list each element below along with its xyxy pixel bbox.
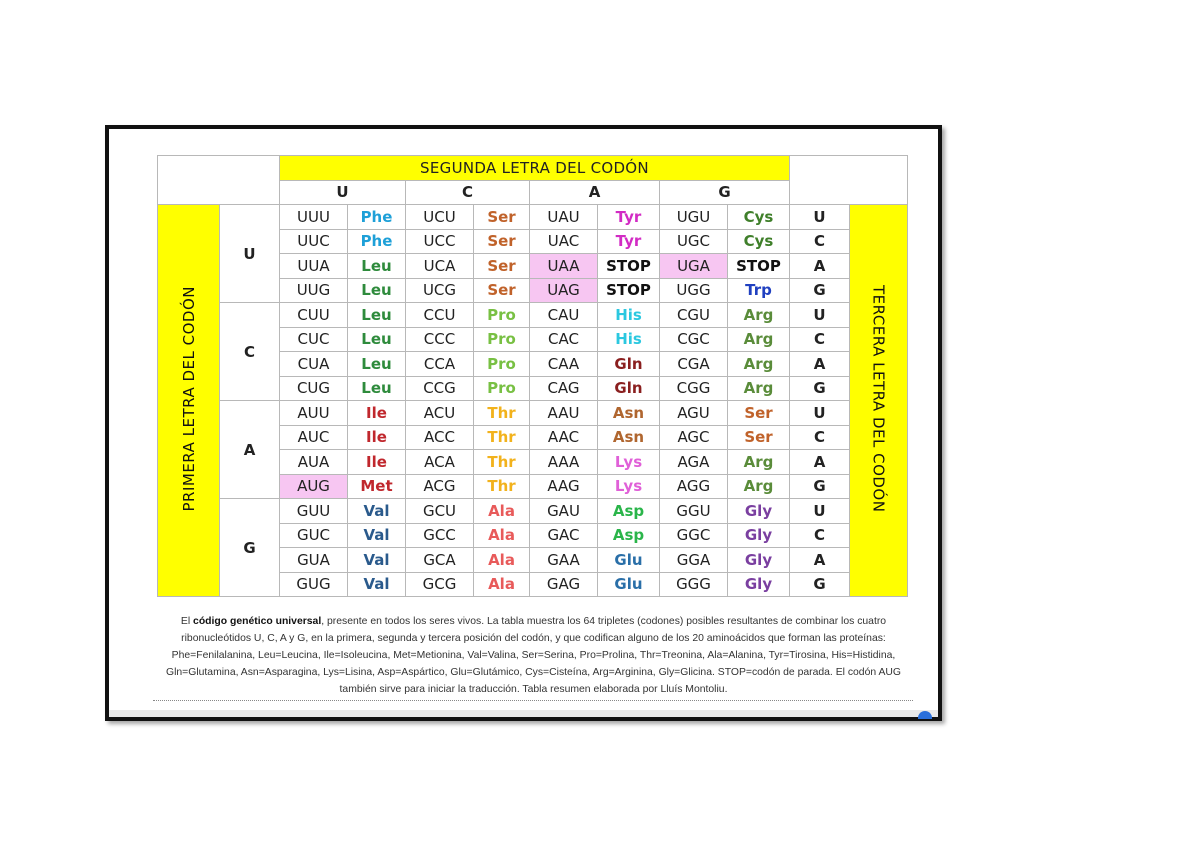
- first-letter-g: G: [220, 499, 280, 597]
- codon-cell: GCU: [406, 499, 474, 524]
- third-letter-u: U: [790, 499, 850, 524]
- first-letter-a: A: [220, 401, 280, 499]
- amino-acid-cell: Tyr: [598, 205, 660, 230]
- codon-cell: ACC: [406, 425, 474, 450]
- corner-cell: [158, 156, 280, 205]
- amino-acid-cell: Arg: [728, 474, 790, 499]
- codon-cell: AGC: [660, 425, 728, 450]
- amino-acid-cell: STOP: [728, 254, 790, 279]
- amino-acid-cell: STOP: [598, 254, 660, 279]
- amino-acid-cell: His: [598, 303, 660, 328]
- codon-cell: GUU: [280, 499, 348, 524]
- codon-cell: AUU: [280, 401, 348, 426]
- amino-acid-cell: Phe: [348, 205, 406, 230]
- codon-cell: UGC: [660, 229, 728, 254]
- codon-cell: UAC: [530, 229, 598, 254]
- amino-acid-cell: Lys: [598, 474, 660, 499]
- amino-acid-cell: Tyr: [598, 229, 660, 254]
- third-letter-g: G: [790, 376, 850, 401]
- codon-cell: AUA: [280, 450, 348, 475]
- amino-acid-cell: Ile: [348, 401, 406, 426]
- codon-cell: ACU: [406, 401, 474, 426]
- codon-cell: CGC: [660, 327, 728, 352]
- amino-acid-cell: STOP: [598, 278, 660, 303]
- codon-cell: UAG: [530, 278, 598, 303]
- codon-cell: UAA: [530, 254, 598, 279]
- third-letter-title-text: TERCERA LETRA DEL CODÓN: [869, 284, 888, 513]
- amino-acid-cell: Asn: [598, 401, 660, 426]
- codon-cell: GAU: [530, 499, 598, 524]
- codon-cell: CAA: [530, 352, 598, 377]
- codon-cell: AUG: [280, 474, 348, 499]
- codon-cell: UCA: [406, 254, 474, 279]
- amino-acid-cell: Gly: [728, 572, 790, 597]
- amino-acid-cell: Cys: [728, 205, 790, 230]
- codon-cell: GAC: [530, 523, 598, 548]
- amino-acid-cell: Trp: [728, 278, 790, 303]
- amino-acid-cell: Arg: [728, 352, 790, 377]
- codon-cell: ACA: [406, 450, 474, 475]
- codon-cell: UUA: [280, 254, 348, 279]
- codon-cell: CCG: [406, 376, 474, 401]
- codon-cell: CUU: [280, 303, 348, 328]
- codon-cell: GUG: [280, 572, 348, 597]
- third-letter-c: C: [790, 327, 850, 352]
- codon-cell: UGG: [660, 278, 728, 303]
- codon-cell: ACG: [406, 474, 474, 499]
- codon-cell: UUC: [280, 229, 348, 254]
- codon-cell: GGA: [660, 548, 728, 573]
- amino-acid-cell: Val: [348, 523, 406, 548]
- third-letter-title: [850, 205, 908, 597]
- amino-acid-cell: Thr: [474, 474, 530, 499]
- genetic-code-table: [157, 155, 908, 597]
- second-letter-a: A: [530, 180, 660, 205]
- amino-acid-cell: Pro: [474, 303, 530, 328]
- codon-cell: CGG: [660, 376, 728, 401]
- amino-acid-cell: Lys: [598, 450, 660, 475]
- third-letter-c: C: [790, 229, 850, 254]
- codon-cell: AGA: [660, 450, 728, 475]
- amino-acid-cell: Val: [348, 548, 406, 573]
- third-letter-c: C: [790, 425, 850, 450]
- corner-cell-right: [790, 156, 908, 205]
- codon-cell: UGU: [660, 205, 728, 230]
- amino-acid-cell: Ser: [474, 278, 530, 303]
- first-letter-c: C: [220, 303, 280, 401]
- codon-cell: GGU: [660, 499, 728, 524]
- amino-acid-cell: Arg: [728, 327, 790, 352]
- amino-acid-cell: Ser: [728, 401, 790, 426]
- amino-acid-cell: Val: [348, 499, 406, 524]
- amino-acid-cell: Arg: [728, 450, 790, 475]
- codon-cell: UCC: [406, 229, 474, 254]
- amino-acid-cell: Gly: [728, 499, 790, 524]
- amino-acid-cell: Pro: [474, 327, 530, 352]
- caption-bold: código genético universal: [193, 616, 322, 627]
- third-letter-a: A: [790, 548, 850, 573]
- third-letter-a: A: [790, 450, 850, 475]
- codon-cell: CCA: [406, 352, 474, 377]
- codon-cell: GCA: [406, 548, 474, 573]
- codon-cell: CUC: [280, 327, 348, 352]
- scroll-indicator-icon: [918, 711, 932, 719]
- amino-acid-cell: Leu: [348, 352, 406, 377]
- second-letter-title: SEGUNDA LETRA DEL CODÓN: [280, 156, 790, 181]
- second-letter-c: C: [406, 180, 530, 205]
- codon-cell: GGG: [660, 572, 728, 597]
- amino-acid-cell: Thr: [474, 450, 530, 475]
- amino-acid-cell: Ala: [474, 548, 530, 573]
- amino-acid-cell: Ala: [474, 523, 530, 548]
- third-letter-g: G: [790, 474, 850, 499]
- codon-cell: CCC: [406, 327, 474, 352]
- amino-acid-cell: Ile: [348, 425, 406, 450]
- amino-acid-cell: Ser: [728, 425, 790, 450]
- codon-cell: UUU: [280, 205, 348, 230]
- amino-acid-cell: Arg: [728, 303, 790, 328]
- third-letter-g: G: [790, 572, 850, 597]
- amino-acid-cell: Val: [348, 572, 406, 597]
- amino-acid-cell: Arg: [728, 376, 790, 401]
- amino-acid-cell: Ala: [474, 572, 530, 597]
- codon-cell: GAA: [530, 548, 598, 573]
- amino-acid-cell: Phe: [348, 229, 406, 254]
- codon-cell: UCU: [406, 205, 474, 230]
- first-letter-u: U: [220, 205, 280, 303]
- third-letter-u: U: [790, 205, 850, 230]
- amino-acid-cell: His: [598, 327, 660, 352]
- amino-acid-cell: Gln: [598, 376, 660, 401]
- codon-cell: UCG: [406, 278, 474, 303]
- amino-acid-cell: Cys: [728, 229, 790, 254]
- third-letter-c: C: [790, 523, 850, 548]
- bottom-strip: [109, 710, 938, 717]
- codon-cell: GGC: [660, 523, 728, 548]
- amino-acid-cell: Leu: [348, 327, 406, 352]
- caption-text: , presente en todos los seres vivos. La tabla muestra los 64 tripletes (codones) posibles resultantes de combinar los cuatro ribonucleótidos U, C, A y G, en la primera, segunda y tercera posición del codón, y que codifican alguno de los 20 aminoácidos que forman las proteínas: Phe=Fenilalanina, Leu=Leucina, Ile=Isoleucina, Met=Metionina, Val=Valina, Ser=Serina, Pro=Prolina, Thr=Treonina, Ala=Alanina, Tyr=Tirosina, His=Histidina, Gln=Glutamina, Asn=Asparagina, Lys=Lisina, Asp=Aspártico, Glu=Glutámico, Cys=Cisteína, Arg=Arginina, Gly=Glicina. STOP=codón de parada. El codón AUG también sirve para iniciar la traducción. Tabla resumen elaborada por Lluís Montoliu.: [166, 616, 901, 695]
- codon-cell: CAU: [530, 303, 598, 328]
- amino-acid-cell: Gly: [728, 523, 790, 548]
- codon-cell: CAG: [530, 376, 598, 401]
- table-caption: [155, 613, 912, 698]
- codon-cell: UUG: [280, 278, 348, 303]
- first-letter-title: [158, 205, 220, 597]
- codon-cell: AAA: [530, 450, 598, 475]
- amino-acid-cell: Leu: [348, 254, 406, 279]
- third-letter-a: A: [790, 254, 850, 279]
- codon-cell: AAU: [530, 401, 598, 426]
- amino-acid-cell: Pro: [474, 376, 530, 401]
- codon-cell: AGU: [660, 401, 728, 426]
- codon-cell: CGU: [660, 303, 728, 328]
- amino-acid-cell: Asp: [598, 499, 660, 524]
- amino-acid-cell: Ser: [474, 254, 530, 279]
- third-letter-a: A: [790, 352, 850, 377]
- codon-cell: AAC: [530, 425, 598, 450]
- amino-acid-cell: Gly: [728, 548, 790, 573]
- codon-cell: GCG: [406, 572, 474, 597]
- divider: [153, 700, 913, 701]
- codon-cell: UAU: [530, 205, 598, 230]
- third-letter-u: U: [790, 303, 850, 328]
- codon-cell: CAC: [530, 327, 598, 352]
- codon-cell: CUA: [280, 352, 348, 377]
- amino-acid-cell: Met: [348, 474, 406, 499]
- second-letter-g: G: [660, 180, 790, 205]
- amino-acid-cell: Ala: [474, 499, 530, 524]
- amino-acid-cell: Ile: [348, 450, 406, 475]
- document-frame: [105, 125, 942, 721]
- amino-acid-cell: Asn: [598, 425, 660, 450]
- second-letter-u: U: [280, 180, 406, 205]
- codon-cell: CUG: [280, 376, 348, 401]
- amino-acid-cell: Pro: [474, 352, 530, 377]
- amino-acid-cell: Thr: [474, 401, 530, 426]
- amino-acid-cell: Ser: [474, 229, 530, 254]
- amino-acid-cell: Glu: [598, 572, 660, 597]
- codon-cell: AUC: [280, 425, 348, 450]
- third-letter-g: G: [790, 278, 850, 303]
- amino-acid-cell: Leu: [348, 303, 406, 328]
- codon-cell: GCC: [406, 523, 474, 548]
- codon-cell: CCU: [406, 303, 474, 328]
- amino-acid-cell: Leu: [348, 278, 406, 303]
- amino-acid-cell: Ser: [474, 205, 530, 230]
- codon-cell: CGA: [660, 352, 728, 377]
- first-letter-title-text: PRIMERA LETRA DEL CODÓN: [179, 285, 198, 512]
- codon-cell: AGG: [660, 474, 728, 499]
- amino-acid-cell: Leu: [348, 376, 406, 401]
- codon-cell: AAG: [530, 474, 598, 499]
- amino-acid-cell: Glu: [598, 548, 660, 573]
- amino-acid-cell: Gln: [598, 352, 660, 377]
- third-letter-u: U: [790, 401, 850, 426]
- codon-cell: GUA: [280, 548, 348, 573]
- amino-acid-cell: Asp: [598, 523, 660, 548]
- codon-cell: UGA: [660, 254, 728, 279]
- caption-lead: El: [180, 616, 194, 627]
- amino-acid-cell: Thr: [474, 425, 530, 450]
- codon-cell: GAG: [530, 572, 598, 597]
- codon-cell: GUC: [280, 523, 348, 548]
